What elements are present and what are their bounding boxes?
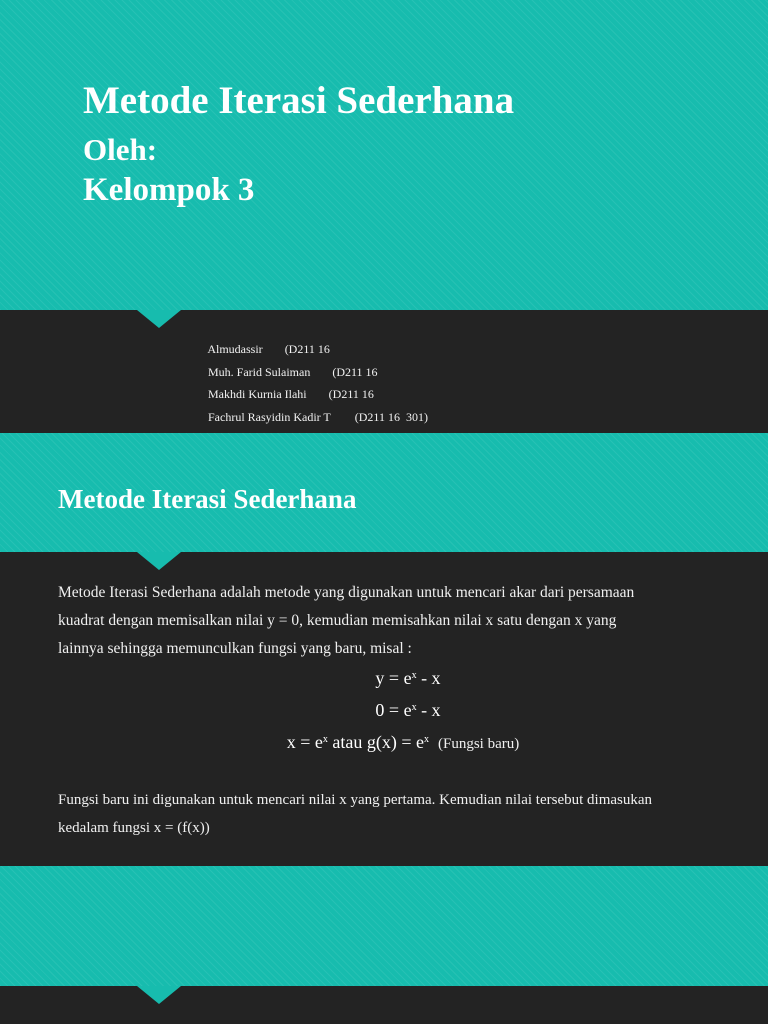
equation-text: - x: [416, 668, 441, 688]
slide1-subtitle-oleh: Oleh:: [83, 132, 158, 167]
paragraph-line: Fungsi baru ini digunakan untuk mencari nilai x yang pertama. Kemudian nilai tersebut dimasukan: [58, 792, 653, 808]
equation-1: [0, 668, 768, 689]
equation-exponent: x: [424, 734, 429, 745]
paragraph-line: lainnya sehingga memunculkan fungsi yang baru, misal :: [58, 640, 412, 657]
paragraph-line: kedalam fungsi x = (f(x)): [58, 820, 210, 836]
member-id: (D211 16 301): [354, 410, 428, 424]
slide1-subtitle-group: Kelompok 3: [83, 172, 255, 208]
member-row: [202, 395, 428, 425]
equation-text: atau g(x) = e: [327, 732, 424, 752]
member-name: Muh. Farid Sulaiman: [208, 365, 311, 379]
equation-text: - x: [416, 700, 441, 720]
equation-note: (Fungsi baru): [438, 736, 520, 752]
equation-text: 0 = e: [375, 700, 412, 720]
slide2-title: Metode Iterasi Sederhana: [58, 484, 357, 514]
equation-exponent: x: [322, 734, 328, 745]
paragraph-line: Metode Iterasi Sederhana adalah metode yang digunakan untuk mencari akar dari persamaan: [58, 584, 635, 601]
member-name: Fachrul Rasyidin Kadir T: [208, 410, 331, 424]
member-id: (D211 16: [332, 365, 378, 379]
paragraph-line: kuadrat dengan memisalkan nilai y = 0, kemudian memisahkan nilai x satu dengan x yang: [58, 612, 617, 629]
slide2-notch: [137, 552, 181, 570]
equation-exponent: x: [411, 670, 417, 681]
equation-text: y = e: [375, 668, 412, 688]
member-id: (D211 16: [284, 342, 330, 356]
equation-2: [0, 700, 768, 721]
slide3-notch: [137, 986, 181, 1004]
slide3-body-band: [0, 986, 768, 1024]
member-id: (D211 16: [328, 387, 374, 401]
slide3-header-band: [0, 866, 768, 986]
equation-exponent: x: [411, 702, 417, 713]
member-name: Almudassir: [207, 342, 263, 356]
equation-3: [0, 732, 768, 753]
equation-text: x = e: [286, 732, 323, 752]
slide1-title: Metode Iterasi Sederhana: [83, 79, 515, 122]
slide1-notch: [137, 310, 181, 328]
member-name: Makhdi Kurnia Ilahi: [208, 387, 307, 401]
